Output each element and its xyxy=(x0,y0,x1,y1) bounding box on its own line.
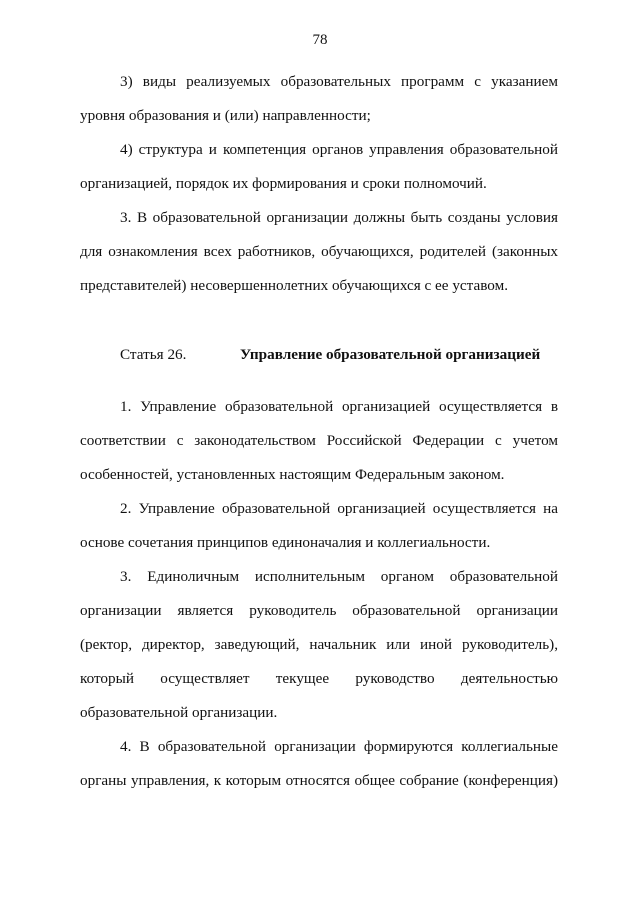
page-number: 78 xyxy=(312,32,328,48)
paragraph-item-3: 3) виды реализуемых образовательных программ с указанием уровня образования и (или) направленности; xyxy=(80,73,558,124)
paragraph-item-4: 4) структура и компетенция органов управления образовательной организацией, порядок их формирования и сроки полномочий. xyxy=(80,141,558,192)
article-title: Управление образовательной организацией xyxy=(240,346,541,363)
article-paragraph-4: 4. В образовательной организации формируются коллегиальные органы управления, к которым относятся общее собрание (конференция) xyxy=(80,738,558,789)
article-paragraph-2: 2. Управление образовательной организацией осуществляется на основе сочетания принципов единоначалия и коллегиальности. xyxy=(80,500,558,551)
document-body xyxy=(80,65,558,798)
article-number: Статья 26. xyxy=(120,346,187,363)
article-heading xyxy=(80,338,558,372)
article-paragraph-3: 3. Единоличным исполнительным органом образовательной организации является руководитель образовательной организации (ректор, директор, заведующий, начальник или иной руководитель), который осуществляет текущее руководство деятельностью образовательной организации. xyxy=(80,568,558,721)
article-paragraph-1: 1. Управление образовательной организацией осуществляется в соответствии с законодательством Российской Федерации с учетом особенностей, установленных настоящим Федеральным законом. xyxy=(80,398,558,483)
paragraph-part-3: 3. В образовательной организации должны быть созданы условия для ознакомления всех работников, обучающихся, родителей (законных представителей) несовершеннолетних обучающихся с ее уставом. xyxy=(80,209,558,294)
